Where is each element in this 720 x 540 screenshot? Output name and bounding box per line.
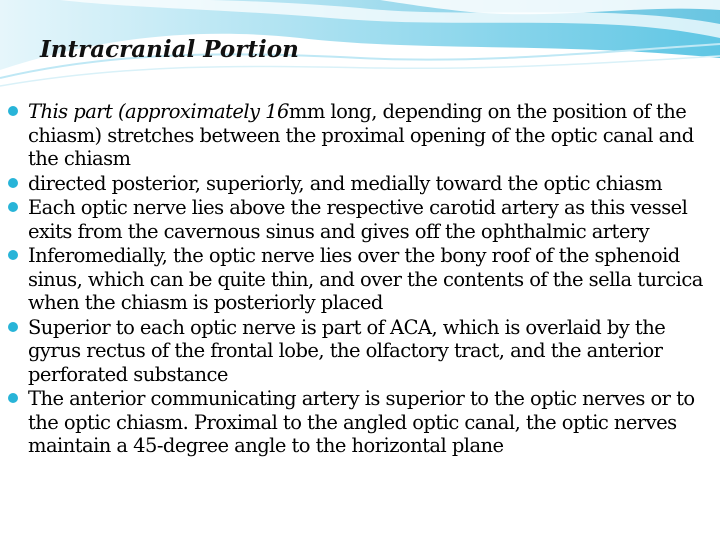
bullet-text: Inferomedially, the optic nerve lies over the bony roof of the sphenoid sinus, which can be quite thin, and over the contents of the sella turcica when the chiasm is posteriorly placed xyxy=(28,244,703,314)
bullet-text: Each optic nerve lies above the respective carotid artery as this vessel exits from the cavernous sinus and gives off the ophthalmic artery xyxy=(28,196,688,243)
bullet-text: The anterior communicating artery is superior to the optic nerves or to the optic chiasm. Proximal to the angled optic canal, the optic nerves maintain a 45-degree angle to the horizontal plane xyxy=(28,387,695,457)
bullet-text: directed posterior, superiorly, and medially toward the optic chiasm xyxy=(28,171,663,195)
bullet-dot-icon xyxy=(8,178,18,188)
bullet-dot-icon xyxy=(8,106,18,116)
bullet-item xyxy=(8,172,714,196)
bullet-item xyxy=(8,196,714,243)
bullet-list xyxy=(8,100,714,459)
bullet-item xyxy=(8,387,714,458)
bullet-text: Superior to each optic nerve is part of ACA, which is overlaid by the gyrus rectus of the frontal lobe, the olfactory tract, and the anterior perforated substance xyxy=(28,315,666,386)
bullet-dot-icon xyxy=(8,393,18,403)
bullet-dot-icon xyxy=(8,250,18,260)
bullet-text: mm long, depending on the position of the chiasm) stretches between the proximal opening of the optic canal and the chiasm xyxy=(28,100,694,170)
bullet-italic-lead: This part (approximately 16 xyxy=(28,100,289,123)
bullet-item xyxy=(8,316,714,387)
bullet-dot-icon xyxy=(8,322,18,332)
bullet-item xyxy=(8,100,714,171)
bullet-item xyxy=(8,244,714,315)
bullet-dot-icon xyxy=(8,202,18,212)
slide-title: Intracranial Portion xyxy=(40,36,299,63)
